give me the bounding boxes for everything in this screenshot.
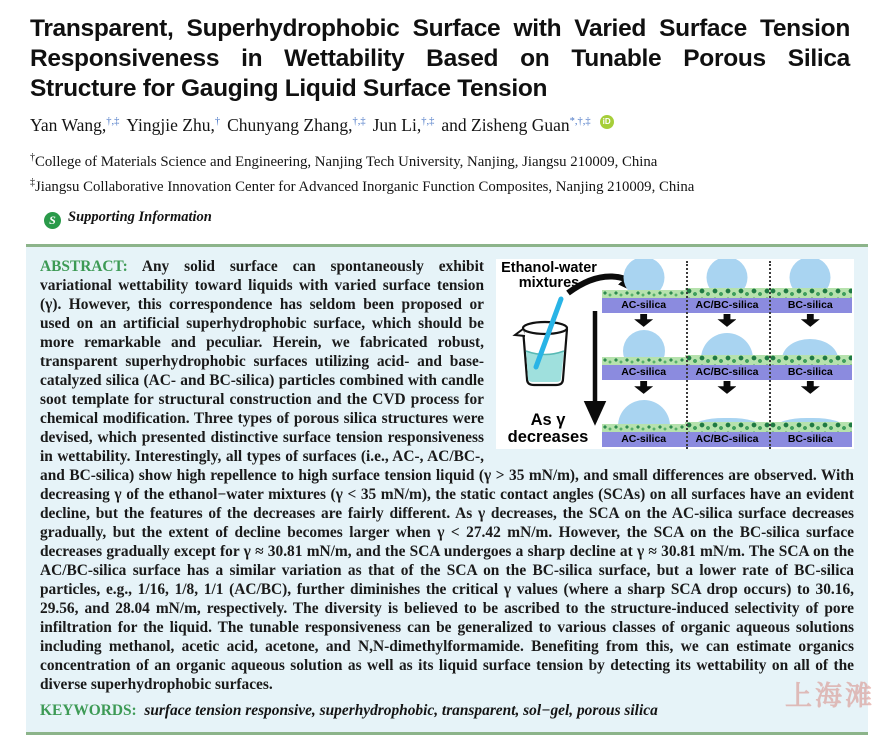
title-line-2: Responsiveness in Wettability Based on Tunable Porous Silica	[30, 45, 850, 72]
substrate-bar	[602, 298, 685, 313]
arrow-cell	[685, 381, 768, 394]
surface-panel	[685, 328, 768, 380]
keywords-text: surface tension responsive, superhydrophobic, transparent, sol−gel, porous silica	[144, 701, 658, 719]
keywords-label: KEYWORDS:	[40, 701, 137, 719]
author-affiliation-ref[interactable]: †,‡	[352, 116, 366, 128]
supporting-info-icon: S	[44, 212, 61, 229]
surface-panel	[769, 328, 852, 380]
substrate-bar	[769, 365, 852, 380]
panel-label: AC-silica	[621, 433, 667, 446]
panel-label: AC-silica	[621, 299, 667, 312]
panel-label: AC/BC-silica	[695, 299, 759, 312]
droplet	[618, 400, 670, 426]
arrow-cell	[685, 314, 768, 327]
substrate-bar	[685, 298, 768, 313]
down-arrow-icon	[634, 381, 653, 394]
affiliation-line	[30, 152, 850, 171]
supporting-information	[44, 209, 850, 229]
silica-texture	[685, 288, 768, 298]
silica-texture	[602, 424, 685, 432]
down-arrow-icon	[634, 314, 653, 327]
affiliations	[30, 152, 850, 196]
author-affiliation-ref[interactable]: †	[214, 116, 221, 128]
surface-panel	[769, 261, 852, 313]
substrate-bar	[602, 432, 685, 447]
figure-arrow-row	[602, 380, 852, 395]
silica-texture	[769, 355, 852, 365]
beaker-icon	[498, 295, 590, 391]
surface-panel	[602, 328, 685, 380]
down-arrow-icon	[801, 314, 820, 327]
panel-label: AC/BC-silica	[695, 433, 759, 446]
affiliation-marker: ‡	[30, 176, 35, 188]
watermark: 上海滩	[785, 681, 875, 711]
author-affiliation-ref[interactable]: *,†,‡	[569, 116, 591, 128]
author-affiliation-ref[interactable]: †,‡	[106, 116, 120, 128]
panel-label: AC-silica	[621, 366, 667, 379]
author-name: Yingjie Zhu,†	[126, 115, 221, 135]
down-arrow-icon	[717, 381, 736, 394]
down-arrow-icon	[801, 381, 820, 394]
panel-label: BC-silica	[787, 433, 833, 446]
affiliation-line	[30, 177, 850, 196]
affiliation-text: College of Materials Science and Engineering, Nanjing Tech University, Nanjing, Jiangsu 210009, China	[35, 153, 658, 170]
substrate-bar	[685, 365, 768, 380]
silica-texture	[769, 288, 852, 298]
panel-label: BC-silica	[787, 366, 833, 379]
surface-panel	[685, 395, 768, 447]
silica-texture	[685, 355, 768, 365]
paper-title	[30, 14, 850, 104]
substrate-bar	[769, 298, 852, 313]
title-line-3: Structure for Gauging Liquid Surface Tension	[30, 75, 548, 102]
graphical-abstract	[496, 259, 854, 449]
paper-page	[0, 14, 880, 718]
ethanol-mixtures-label: Ethanol-water mixtures	[501, 259, 597, 291]
figure-panel-row	[602, 261, 852, 313]
substrate-bar	[685, 432, 768, 447]
arrow-cell	[602, 381, 685, 394]
silica-texture	[602, 290, 685, 298]
figure-arrow-row	[602, 313, 852, 328]
panel-label: AC/BC-silica	[695, 366, 759, 379]
title-line-1: Transparent, Superhydrophobic Surface with Varied Surface Tension	[30, 15, 850, 42]
silica-texture	[769, 422, 852, 432]
figure-left-column	[496, 259, 602, 449]
abstract-label: ABSTRACT:	[40, 257, 128, 275]
silica-texture	[685, 422, 768, 432]
abstract-box	[26, 244, 868, 735]
panel-label: BC-silica	[787, 299, 833, 312]
author-name: Jun Li,†,‡	[372, 115, 435, 135]
substrate-bar	[602, 365, 685, 380]
surface-panel	[769, 395, 852, 447]
author-line	[30, 115, 850, 136]
orcid-icon[interactable]: iD	[600, 115, 614, 129]
arrow-cell	[769, 381, 852, 394]
surface-panel	[602, 395, 685, 447]
column-separator	[769, 261, 771, 449]
column-separator	[686, 261, 688, 449]
figure-grid	[602, 261, 852, 449]
as-gamma-decreases-label: As γ decreases	[507, 410, 589, 446]
figure-panel-row	[602, 395, 852, 447]
figure-panel-row	[602, 328, 852, 380]
surface-panel	[602, 261, 685, 313]
author-name: Yan Wang,†,‡	[30, 115, 120, 135]
author-name: and Zisheng Guan*,†,‡	[441, 115, 591, 135]
abstract-text: Any solid surface can spontaneously exhibit variational wettability toward liquids with varied surface tension (γ). However, this correspondence has seldom been proposed or used on an artificial superhydrophobic surface, which should be more remarkable and peculiar. Herein, we fabricated robust, transparent superhydrophobic surfaces utilizing acid- and base-catalyzed silica (AC- and BC-silica) particles combined with candle soot template for structural construction and the CVD process for chemical modification. Three types of porous silica structures were devised, which presented distinctive surface tension responsiveness in wettability. Interestingly, all types of surfaces (i.e., AC-, AC/BC-, and BC-silica) show high repellence to high surface tension liquid (γ > 35 mN/m), and small differences are observed. With decreasing γ of the ethanol−water mixtures (γ < 35 mN/m), the static contact angles (SCAs) on all surfaces have an evident decline, but the features of the decreases are fairly different. As γ decreases, the SCA on the AC-silica surface decreases gradually, but the extent of decline becomes larger when γ < 27.42 mN/m. However, the SCA on the BC-silica surface decreases gradually except for γ ≈ 30.81 mN/m, and the SCA undergoes a sharp decline at γ ≈ 30.81 mN/m. The SCA on the AC/BC-silica surface has a similar variation as that of the SCA on the BC-silica surface, but a lower rate of BC-silica particles, e.g., 1/16, 1/8, 1/1 (AC/BC), further diminishes the critical γ values (where a sharp SCA drop occurs) to 30.16, 29.56, and 28.04 mN/m, respectively. The diversity is believed to be ascribed to the structure-induced selectivity of pore infiltration for the liquid. The tunable responsiveness can be generalized to various classes of organic aqueous solutions including methanol, acetic acid, acetone, and N,N-dimethylformamide. Benefiting from this, we can estimate organics concentration of an organic aqueous solution as well as its liquid surface tension by detecting its wettability on all of the diverse superhydrophobic surfaces.	[40, 257, 854, 693]
supporting-info-link[interactable]: Supporting Information	[68, 208, 212, 225]
keywords-line	[40, 702, 854, 720]
surface-panel	[685, 261, 768, 313]
silica-texture	[602, 357, 685, 365]
affiliation-marker: †	[30, 152, 35, 163]
substrate-bar	[769, 432, 852, 447]
author-name: Chunyang Zhang,†,‡	[227, 115, 366, 135]
arrow-cell	[769, 314, 852, 327]
affiliation-text: Jiangsu Collaborative Innovation Center for Advanced Inorganic Function Composites, Nanjing 210009, China	[35, 178, 695, 195]
down-arrow-icon	[717, 314, 736, 327]
arrow-cell	[602, 314, 685, 327]
author-affiliation-ref[interactable]: †,‡	[421, 116, 435, 128]
